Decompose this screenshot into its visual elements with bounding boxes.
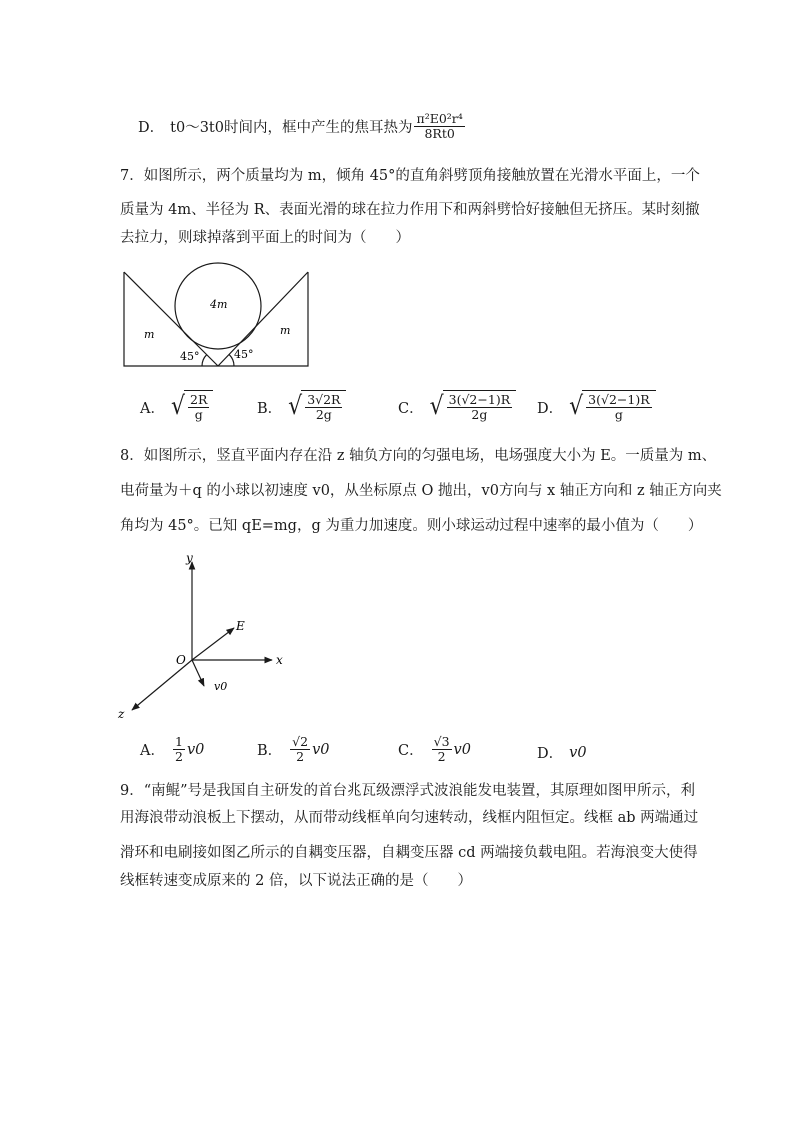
sqrt-expression: √ $\frac{2R}{g}$ [171,390,213,424]
sqrt-expression: √ $\frac{3(√2-1)R}{g}$ [569,390,656,424]
left-wedge-slope [124,272,218,366]
option-label: B． [257,743,283,759]
right-angle-label: 45° [234,348,254,361]
q7-wedges-ball-figure [118,262,318,370]
option-label: D． [537,400,564,417]
q9-stem-line-3: 滑环和电刷接如图乙所示的自耦变压器，自耦变压器 cd 两端接负载电阻。若海浪变大使得 [120,845,698,861]
left-wedge-mass-label: m [144,328,155,341]
ball-mass-label: 4m [210,298,228,311]
option-label: D． [138,120,165,136]
right-wedge-slope [218,272,308,366]
q8-stem-line-3: 角均为 45°。已知 qE=mg，g 为重力加速度。则小球运动过程中速率的最小值为（ ） [120,518,703,534]
q8-stem-line-2: 电荷量为＋q 的小球以初速度 v0，从坐标原点 O 抛出，v0方向与 x 轴正方向和 z 轴正方向夹 [120,483,722,499]
q9-stem-line-4: 线框转速变成原来的 2 倍，以下说法正确的是（ ） [120,873,472,889]
q8-option-d[interactable]: D． v0 [537,742,587,763]
q6-option-d[interactable] [138,112,467,141]
option-label: D． [537,746,564,762]
q7-option-b[interactable] [257,390,346,424]
q8-axes-figure [112,548,302,722]
option-label: B． [257,400,283,417]
z-axis [132,660,192,710]
origin-label: O [176,653,186,667]
option-label: C． [398,400,424,417]
velocity-v0-label: v0 [214,680,228,693]
field-e-vector [192,628,234,660]
q7-option-a[interactable] [140,390,213,424]
q8-option-a[interactable]: A． $\frac{1}{2}$ v0 [140,734,205,764]
q8-stem-line-1: 8．如图所示，竖直平面内存在沿 z 轴负方向的匀强电场，电场强度大小为 E。一质量为 m、 [120,448,717,464]
sqrt-expression: √ $\frac{3(√2-1)R}{2g}$ [430,390,517,424]
q7-stem-line-2: 质量为 4m、半径为 R、表面光滑的球在拉力作用下和两斜劈恰好接触但无挤压。某时刻撤 [120,202,700,218]
field-e-label: E [236,619,245,633]
sqrt-expression: √ $\frac{3√2R}{2g}$ [288,390,346,424]
q7-stem-line-1: 7．如图所示，两个质量均为 m，倾角 45°的直角斜劈顶角接触放置在光滑水平面上，一个 [120,168,700,184]
z-axis-label: z [118,707,125,721]
option-label: A． [140,743,165,759]
left-angle-label: 45° [180,350,200,363]
q7-option-d[interactable] [537,390,656,424]
y-axis-label: y [186,551,193,565]
q8-option-b[interactable]: B． $\frac{√2}{2}$ v0 [257,734,330,764]
q7-option-c[interactable] [398,390,516,424]
q9-stem-line-1: 9．“南鲲”号是我国自主研发的首台兆瓦级漂浮式波浪能发电装置，其原理如图甲所示，利 [120,783,696,799]
joule-heat-fraction: $\frac{\text{π²E0²r⁴}}{8Rt0}$ [416,111,463,141]
velocity-v0-vector [192,660,204,686]
q7-stem-line-3: 去拉力，则球掉落到平面上的时间为（ ） [120,230,410,246]
right-wedge-mass-label: m [280,324,291,337]
left-angle-arc [202,355,207,366]
option-text: t0～3t0时间内，框中产生的焦耳热为 [170,120,413,136]
q9-stem-line-2: 用海浪带动浪板上下摆动，从而带动线框单向匀速转动，线框内阻恒定。线框 ab 两端通过 [120,810,699,826]
option-label: C． [398,743,424,759]
x-axis-label: x [276,653,283,667]
q8-option-c[interactable]: C． $\frac{√3}{2}$ v0 [398,734,471,764]
option-label: A． [140,400,165,417]
